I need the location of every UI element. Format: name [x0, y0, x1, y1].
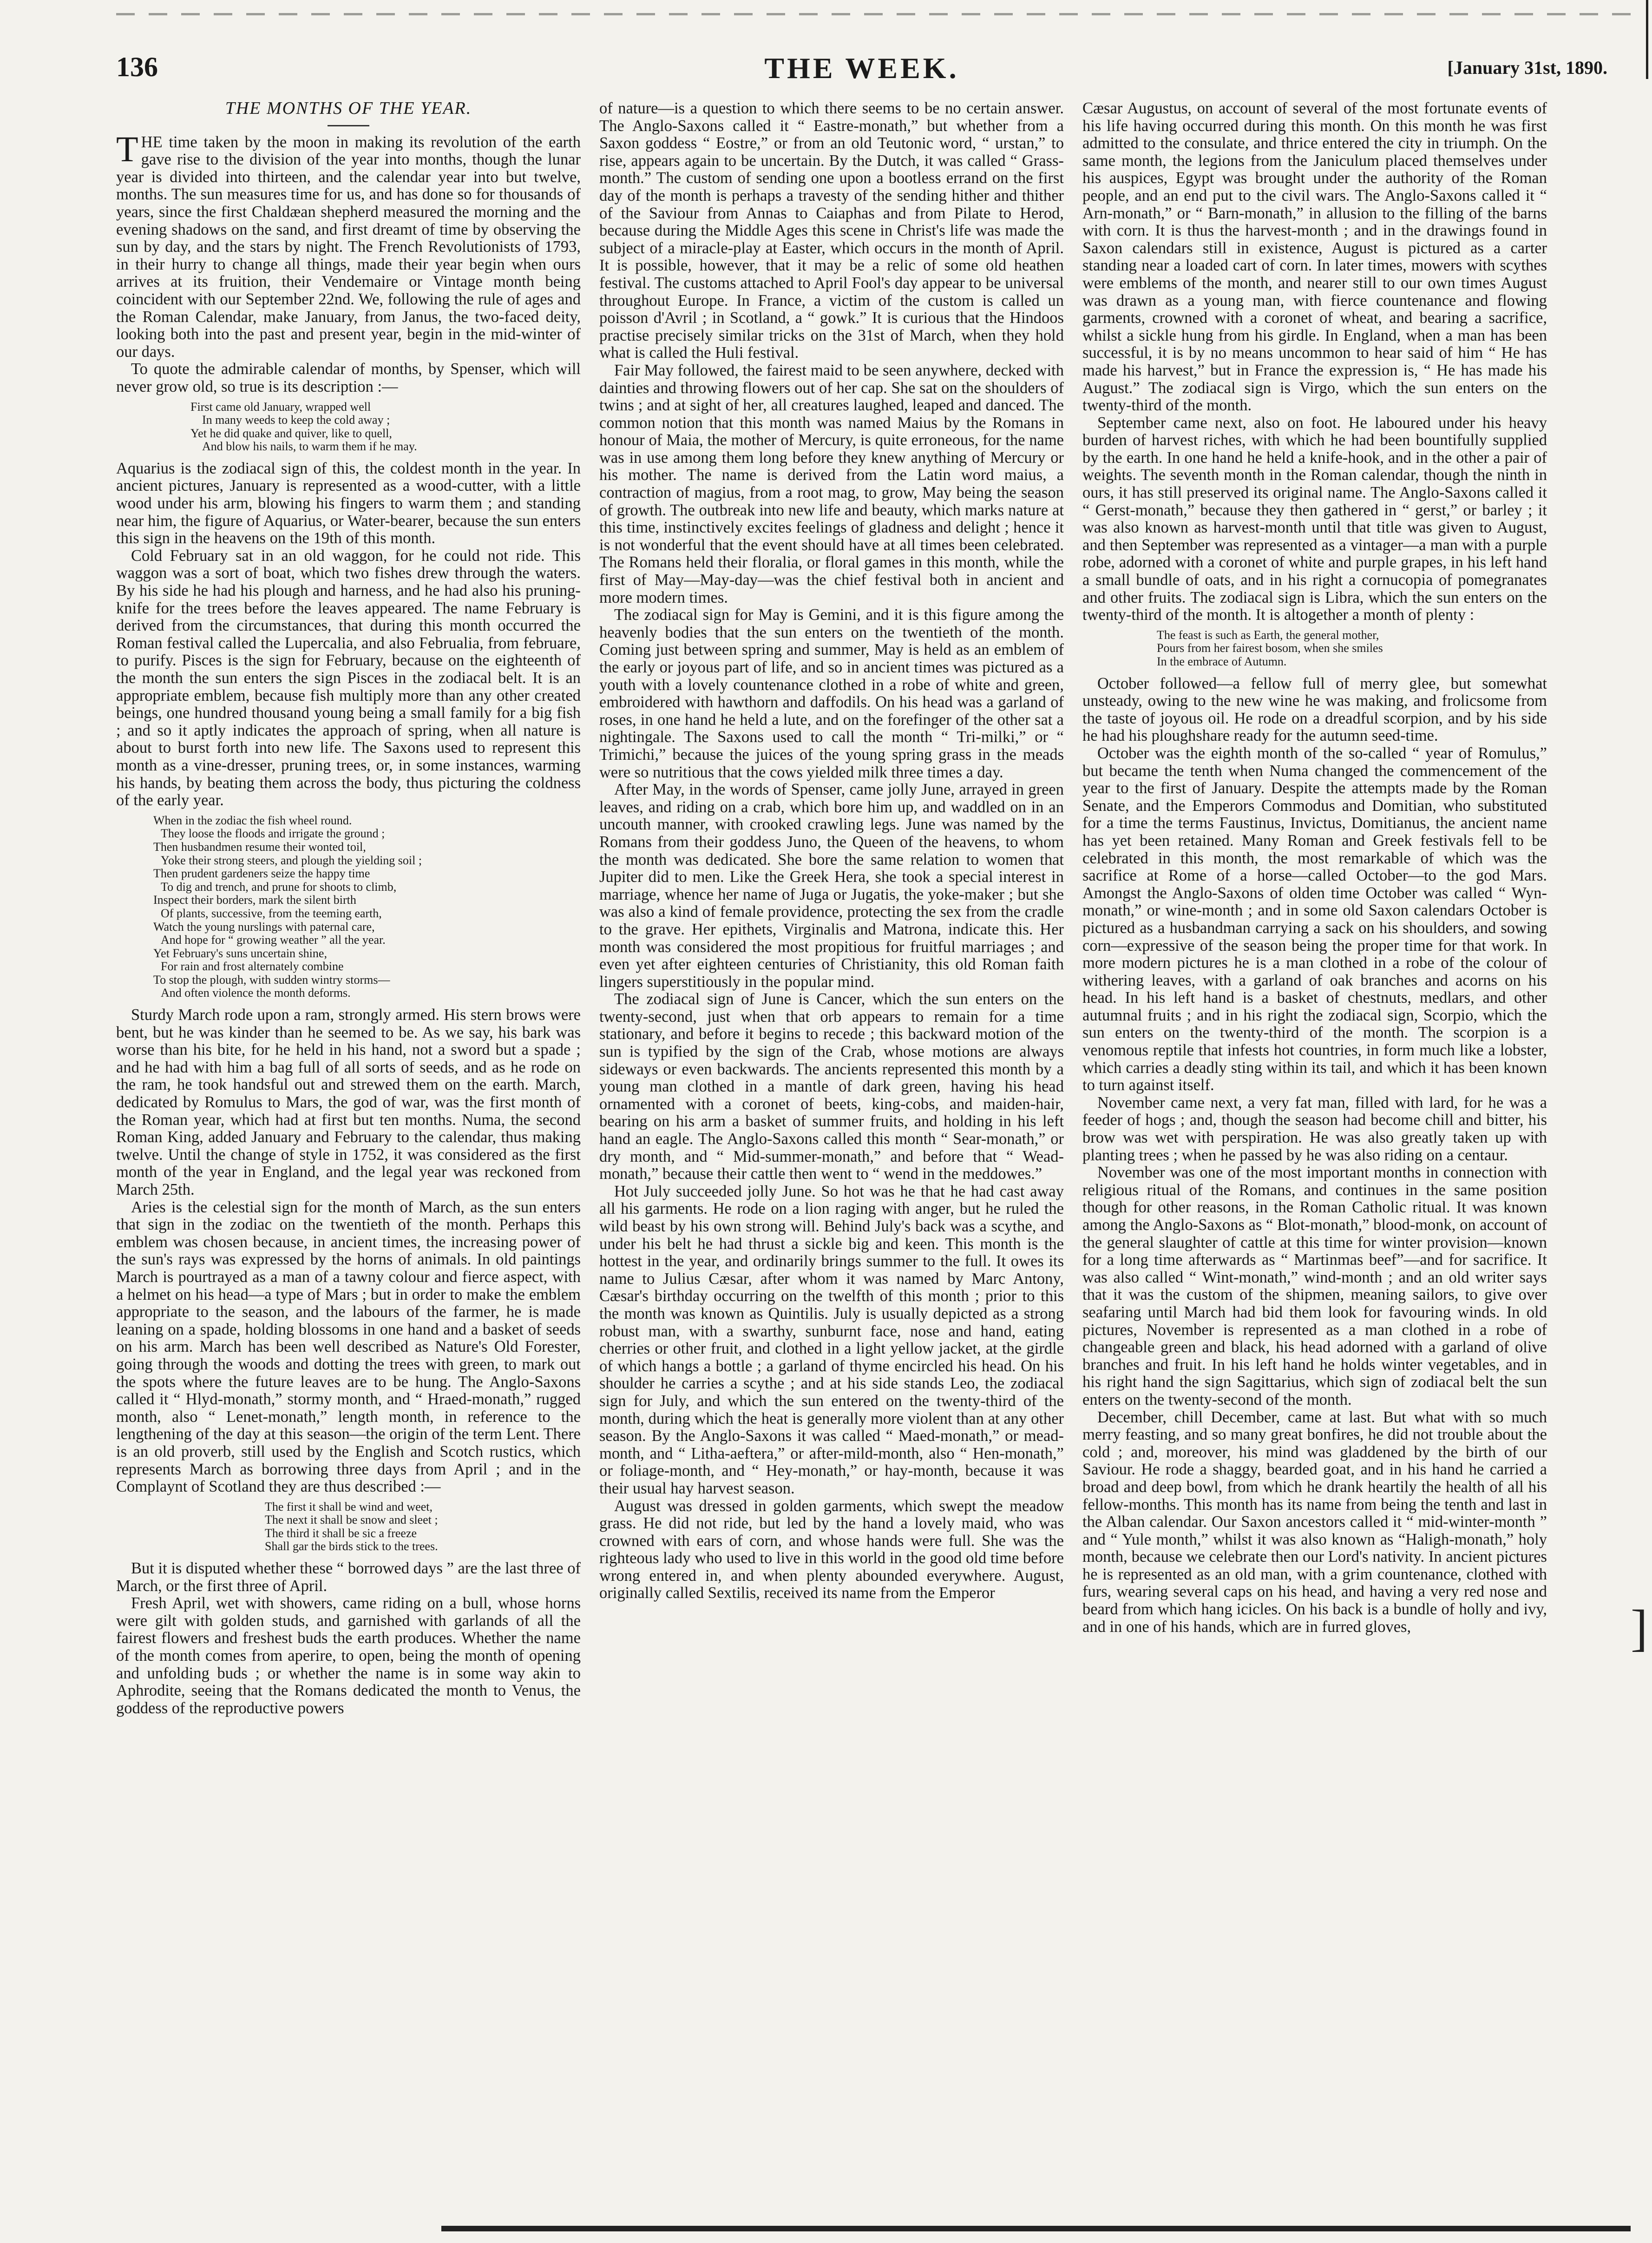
- verse-line: For rain and frost alternately combine: [161, 960, 344, 974]
- paragraph: September came next, also on foot. He laboured under his heavy burden of harvest riches, with which he had been bountifully supplied by the earth. In one hand he held a knife-hook, and in the other a pair of weights. The seventh month in the Roman calendar, though the ninth in ours, it has still preserved its original name. The Anglo-Saxons called it “ Gerst-monath,” because they then gathered in “ gerst,” or barley ; it was also known as harvest-month until that title was given to August, and then September was represented as a vintager—a man with a purple robe, adorned with a coronet of white and purple grapes, in his left hand a small bundle of oats, and in his right a cornucopia of pomegranates and other fruits. The zodiacal sign is Libra, which the sun enters on the twenty-third of the month. It is altogether a month of plenty :: [1082, 414, 1547, 624]
- column-2: [599, 100, 1064, 1602]
- paragraph: After May, in the words of Spenser, came jolly June, arrayed in green leaves, and riding on a crab, which bore him up, and waddled on in an uncouth manner, with crooked crawling legs. June was named by the Romans from their goddess Juno, the Queen of the heavens, to whom the month was dedicated. She bore the same relation to women that Jupiter did to men. Like the Greek Hera, she took a special interest in marriage, whence her name of Juga or Jugatis, the yoke-maker ; but she was also a kind of female providence, protecting the sex from the cradle to the grave. Her epithets, Virginalis and Matrona, indicate this. Her month was considered the most propitious for fruitful marriages ; and even yet after eighteen centuries of Christianity, this old Roman faith lingers superstitiously in the popular mind.: [599, 781, 1064, 991]
- verse-line: The third it shall be sic a freeze: [265, 1526, 417, 1540]
- paragraph: Cæsar Augustus, on account of several of the most fortunate events of his life having occurred during this month. On this month he was first admitted to the consulate, and thrice entered the city in triumph. On the same month, the legions from the Janiculum placed themselves under his auspices, Egypt was brought under the authority of the Roman people, and an end put to the civil wars. The Anglo-Saxons called it “ Arn-monath,” or “ Barn-monath,” in allusion to the filling of the barns with corn. It is thus the harvest-month ; and in the drawings found in Saxon calendars still in existence, August is pictured as a carter standing near a loaded cart of corn. In later times, mowers with scythes were emblems of the month, and nearer still to our own times August was drawn as a young man, with fierce countenance and flowing garments, crowned with a coronet of wheat, and bearing a sacrifice, whilst a sickle hung from his girdle. In England, when a man has been successful, it is by no means uncommon to hear said of him “ He has made his harvest,” but in France the expression is, “ He has made his August.” The zodiacal sign is Virgo, which the sun enters on the twenty-third of the month.: [1082, 99, 1547, 414]
- paragraph: October followed—a fellow full of merry glee, but somewhat unsteady, owing to the new wine he was making, and frolicsome from the taste of joyous oil. He rode on a dreadful scorpion, and by his side he had his ploughshare ready for the autumn seed-time.: [1082, 674, 1547, 745]
- verse-line: Inspect their borders, mark the silent birth: [153, 893, 356, 907]
- top-rule: [116, 13, 1640, 15]
- paragraph: August was dressed in golden garments, which swept the meadow grass. He did not ride, but led by the hand a lovely maid, who was crowned with ears of corn, and whose hands were full. She was the righteous lady who used to live in this world in the good old time before wrong entered in, and when plenty abounded everywhere. August, originally called Sextilis, received its name from the Emperor: [599, 1497, 1064, 1602]
- paragraph: Fair May followed, the fairest maid to be seen anywhere, decked with dainties and throwing flowers out of her cap. She sat on the shoulders of twins ; and at sight of her, all creatures laughed, leaped and danced. The common notion that this month was named Maius by the Romans in honour of Maia, the mother of Mercury, is quite erroneous, for the name was in use among them long before they knew anything of Mercury or his mother. The name is derived from the Latin word maius, a contraction of magius, from a root mag, to grow, May being the season of growth. The outbreak into new life and beauty, which marks nature at this time, instinctively excites feelings of gladness and delight ; hence it is not wonderful that the event should have at all times been celebrated. The Romans held their floralia, or floral games in this month, while the first of May—May-day—was the chief festival both in ancient and more modern times.: [599, 361, 1064, 606]
- paragraph: Aquarius is the zodiacal sign of this, the coldest month in the year. In ancient pictures, January is represented as a wood-cutter, with a little wood under his arm, blowing his fingers to warm them ; and standing near him, the figure of Aquarius, or Water-bearer, because the sun enters this sign in the heavens on the 19th of this month.: [116, 459, 581, 547]
- paragraph: The zodiacal sign for May is Gemini, and it is this figure among the heavenly bodies that the sun enters on the twentieth of the month. Coming just between spring and summer, May is held as an emblem of the early or joyous part of life, and so in ancient times was pictured as a youth with a lovely countenance clothed in a robe of white and green, embroidered with hawthorn and daffodils. On his head was a garland of roses, in one hand he held a lute, and on the forefinger of the other sat a nightingale. The Saxons used to call the month “ Tri-milki,” or “ Trimichi,” because the juices of the young spring grass in the meads were so nutritious that the cows yielded milk three times a day.: [599, 606, 1064, 781]
- verse-line: Then husbandmen resume their wonted toil,: [153, 840, 366, 854]
- verse-line: The first it shall be wind and weet,: [265, 1500, 433, 1513]
- title-rule: [328, 125, 369, 126]
- paragraph: December, chill December, came at last. But what with so much merry feasting, and so many great bonfires, he did not trouble about the cold ; and, moreover, his mind was gladdened by the birth of our Saviour. He rode a shaggy, bearded goat, and in his hand he carried a broad and deep bowl, from which he drank heartily the health of all his fellow-months. This month has its name from being the tenth and last in the Alban calendar. Our Saxon ancestors called it “ mid-winter-month ” and “ Yule month,” whilst it was also known as “Haligh-monath,” holy month, because we celebrate then our Lord's nativity. In ancient pictures he is represented as an old man, with a grim countenance, clothed with furs, wearing several caps on his head, and having a very red nose and beard from which hang icicles. On his back is a bundle of holly and ivy, and in one of his hands, which are in furred gloves,: [1082, 1408, 1547, 1636]
- paragraph: To quote the admirable calendar of months, by Spenser, which will never grow old, so true is its description :—: [116, 360, 581, 395]
- column-3: [1082, 100, 1547, 1636]
- verse-line: When in the zodiac the fish wheel round.: [153, 813, 352, 827]
- paragraph: Cold February sat in an old waggon, for he could not ride. This waggon was a sort of boat, which two fishes drew through the waters. By his side he had his plough and harness, and he had also his pruning-knife for the trees before the leaves appeared. The name February is derived from the circumstances, that during this month occurred the Roman festival called the Lupercalia, and also Februalia, from februare, to purify. Pisces is the sign for February, because on the eighteenth of the month the sun enters the sign Pisces in the zodiacal belt. It is an appropriate emblem, because fish multiply more than any other created beings, one hundred thousand young being a small family for a big fish ; and so it aptly indicates the approach of spring, when all nature is about to burst forth into new life. The Saxons used to represent this month as a vine-dresser, pruning trees, or, in some instances, warming his hands, by beating them across the body, thus picturing the coldness of the early year.: [116, 546, 581, 809]
- bottom-rule: [441, 2226, 1631, 2231]
- masthead: THE WEEK.: [764, 52, 959, 85]
- paragraph: But it is disputed whether these “ borrowed days ” are the last three of March, or the first three of April.: [116, 1559, 581, 1595]
- verse-september: [1082, 629, 1547, 669]
- paragraph: [116, 128, 581, 361]
- paragraph: of nature—is a question to which there seems to be no certain answer. The Anglo-Saxons called it “ Eastre-monath,” but whether from a Saxon goddess “ Eostre,” or from an old Teutonic word, “ urstan,” to rise, appears again to be uncertain. By the Dutch, it was called “ Grass-month.” The custom of sending one upon a bootless errand on the first day of the month is perhaps a travesty of the sending hither and thither of the Saviour from Annas to Caiaphas and from Pilate to Herod, because during the Middle Ages this scene in Christ's life was made the subject of a miracle-play at Easter, which occurs in the month of April. It is possible, however, that it may be a relic of some old heathen festival. The customs attached to April Fool's day appear to be universal throughout Europe. In France, a victim of the custom is called un poisson d'Avril ; in Scotland, a “ gowk.” It is curious that the Hindoos practise precisely similar tricks on the 31st of March, when they hold what is called the Huli festival.: [599, 99, 1064, 362]
- paragraph: Fresh April, wet with showers, came riding on a bull, whose horns were gilt with golden studs, and garnished with garlands of all the fairest flowers and freshest buds the earth produces. Whether the name of the month comes from aperire, to open, being the month of opening and unfolding buds ; or whether the name is in some way akin to Aphrodite, seeing that the Romans dedicated the month to Venus, the goddess of the reproductive powers: [116, 1594, 581, 1717]
- verse-february: [116, 814, 581, 1000]
- verse-line: Yet he did quake and quiver, like to quell,: [190, 426, 392, 440]
- verse-line: In the embrace of Autumn.: [1157, 655, 1287, 668]
- verse-line: Yet February's suns uncertain shine,: [153, 946, 327, 960]
- article-title: THE MONTHS OF THE YEAR.: [225, 99, 472, 118]
- verse-line: Watch the young nurslings with paternal care,: [153, 920, 375, 934]
- page-number: 136: [116, 52, 158, 82]
- verse-line: Shall gar the birds stick to the trees.: [265, 1539, 438, 1553]
- verse-line: The feast is such as Earth, the general mother,: [1157, 628, 1379, 642]
- verse-line: And hope for “ growing weather ” all the year.: [161, 933, 386, 947]
- verse-line: And often violence the month deforms.: [161, 986, 351, 1000]
- paragraph: November was one of the most important months in connection with religious ritual of the Romans, and continues in the same position though for other reasons, in the Roman Catholic ritual. It was known among the Anglo-Saxons as “ Blot-monath,” blood-monk, on account of the general slaughter of cattle at this time for winter provision—known for a long time afterwards as “ Martinmas beef”—and for sacrifice. It was also called “ Wint-monath,” wind-month ; and an old writer says that it was the custom of the shipmen, meaning sailors, to give over seafaring until March had bid them look for favouring winds. In old pictures, November is represented as a man clothed in a robe of changeable green and black, his head adorned with a garland of olive branches and fruit. In his left hand he holds winter vegetables, and in his right hand the sign Sagittarius, which sign of zodiacal belt the sun enters on the twenty-second of the month.: [1082, 1164, 1547, 1408]
- verse-line: Yoke their strong steers, and plough the yielding soil ;: [161, 853, 422, 867]
- margin-bracket: ]: [1631, 1599, 1648, 1656]
- paragraph: Aries is the celestial sign for the month of March, as the sun enters that sign in the zodiac on the twentieth of the month. Perhaps this emblem was chosen because, in ancient times, the increasing power of the sun's rays was expressed by the horns of animals. In old paintings March is pourtrayed as a man of a tawny colour and fierce aspect, with a helmet on his head—a type of Mars ; but in order to make the emblem appropriate to the season, and the labours of the farmer, he is made leaning on a spade, holding blossoms in one hand and a basket of seeds on his arm. March has been well described as Nature's Old Forester, going through the woods and dotting the trees with green, to mark out the spots where the future leaves are to be hung. The Anglo-Saxons called it “ Hlyd-monath,” stormy month, and “ Hraed-monath,” rugged month, also “ Lenet-monath,” length month, in reference to the lengthening of the day at this season—the origin of the term Lent. There is an old proverb, still used by the English and Scotch rustics, which represents March as borrowing three days from April ; and in the Complaynt of Scotland they are thus described :—: [116, 1198, 581, 1496]
- verse-line: Then prudent gardeners seize the happy time: [153, 867, 370, 881]
- verse-line: Pours from her fairest bosom, when she smiles: [1157, 641, 1383, 655]
- verse-line: The next it shall be snow and sleet ;: [265, 1513, 438, 1527]
- verse-line: And blow his nails, to warm them if he may.: [202, 440, 417, 454]
- drop-cap: T: [116, 128, 138, 169]
- verse-line: First came old January, wrapped well: [190, 400, 371, 414]
- verse-line: To dig and trench, and prune for shoots to climb,: [161, 880, 397, 894]
- paragraph: October was the eighth month of the so-called “ year of Romulus,” but became the tenth when Numa changed the commencement of the year to the first of January. Despite the attempts made by the Roman Senate, and the Emperors Commodus and Domitian, who substituted for a time the terms Faustinus, Invictus, Domitianus, the ancient name has yet been retained. Many Roman and Greek festivals fell to be celebrated in this month, the most remarkable of which was the sacrifice at Rome of a horse—called October—to the god Mars. Amongst the Anglo-Saxons of olden time October was called “ Wyn-monath,” or wine-month ; and in some old Saxon calendars October is pictured as a husbandman carrying a sack on his shoulders, and sowing corn—expressive of the season being the proper time for that work. In more modern pictures he is a man clothed in a robe of the colour of withering leaves, with a garland of oak branches and acorns on his head. In his left hand is a basket of chestnuts, medlars, and other autumnal fruits ; and in his right the zodiacal sign, Scorpio, which the sun enters on the twenty-third of the month. The scorpion is a venomous reptile that infests hot countries, in form much like a lobster, which carries a deadly sting within its tail, and which it has been known to turn against itself.: [1082, 744, 1547, 1094]
- column-1: [116, 100, 581, 1717]
- edge-mark: [1646, 0, 1648, 79]
- verse-line: Of plants, successive, from the teeming earth,: [161, 906, 382, 920]
- paragraph: The zodiacal sign of June is Cancer, which the sun enters on the twenty-second, just when that orb appears to remain for a time stationary, and before it begins to recede ; this backward motion of the sun is typified by the sign of the Crab, whose motions are always sideways or even backwards. The ancients represented this month by a young man clothed in a mantle of dark green, having his head ornamented with a coronet of beets, king-cobs, and maiden-hair, bearing on his arm a basket of summer fruits, and holding in his left hand an eagle. The Anglo-Saxons called this month “ Sear-monath,” or dry month, and “ Mid-summer-monath,” and before that “ Wead-monath,” because their cattle then went to “ wend in the meddowes.”: [599, 990, 1064, 1183]
- verse-january: [116, 401, 581, 454]
- paragraph: Hot July succeeded jolly June. So hot was he that he had cast away all his garments. He rode on a lion raging with anger, but he ruled the wild beast by his own strong will. Behind July's back was a scythe, and under his belt he had thrust a sickle big and keen. This month is the hottest in the year, and ordinarily brings summer to the full. It owes its name to Julius Cæsar, after whom it was named by Marc Antony, Cæsar's birthday occurring on the twelfth of this month ; prior to this the month was known as Quintilis. July is usually depicted as a strong robust man, with a swarthy, sunburnt face, nose and hand, eating cherries or other fruit, and clothed in a light yellow jacket, at the girdle of which hangs a bottle ; a garland of thyme encircled his head. On his shoulder he carries a scythe ; and at his side stands Leo, the zodiacal sign for July, and which the sun entered on the twenty-third of the month, during which the heat is generally more violent than at any other season. By the Anglo-Saxons it was called “ Maed-monath,” or mead-month, and “ Litha-aeftera,” or after-mild-month, also “ Hen-monath,” or foliage-month, and “ Hey-monath,” or hay-month, because it was their usual hay harvest season.: [599, 1182, 1064, 1497]
- verse-line: To stop the plough, with sudden wintry storms—: [153, 973, 390, 987]
- page-header: [116, 51, 1607, 88]
- paragraph: Sturdy March rode upon a ram, strongly armed. His stern brows were bent, but he was kinder than he seemed to be. As we say, his bark was worse than his bite, for he held in his hand, not a sword but a spade ; and he had with him a bag full of all sorts of seeds, and as he rode on the ram, he took handsful out and strewed them on the earth. March, dedicated by Romulus to Mars, the god of war, was the first month of the Roman year, which had at first but ten months. Numa, the second Roman King, added January and February to the calendar, thus making twelve. Until the change of style in 1752, it was considered as the first month of the year in England, and the legal year was reckoned from March 25th.: [116, 1006, 581, 1198]
- paragraph: November came next, a very fat man, filled with lard, for he was a feeder of hogs ; and, though the season had become chill and bitter, his brow was wet with perspiration. He was also greatly taken up with planting trees ; when he passed by he was also riding on a centaur.: [1082, 1093, 1547, 1164]
- issue-date: [January 31st, 1890.: [1447, 57, 1607, 78]
- paragraph-text: HE time taken by the moon in making its revolution of the earth gave rise to the division of the year into months, though the lunar year is divided into thirteen, and the calendar year into but twelve, months. The sun measures time for us, and has done so for thousands of years, since the first Chaldæan shepherd measured the morning and the evening shadows on the sand, and first dreamt of time by observing the sun by day, and the stars by night. The French Revolutionists of 1793, in their hurry to change all things, made their year begin when ours arrives at its fruition, their Vendemaire or Vintage month being coincident with our September 22nd. We, following the rule of ages and the Roman Calendar, make January, from Janus, the two-faced deity, looking both into the past and present year, begin in the mid-winter of our days.: [116, 133, 581, 361]
- verse-line: They loose the floods and irrigate the ground ;: [161, 827, 385, 841]
- verse-march: [116, 1500, 581, 1553]
- verse-line: In many weeds to keep the cold away ;: [202, 413, 390, 427]
